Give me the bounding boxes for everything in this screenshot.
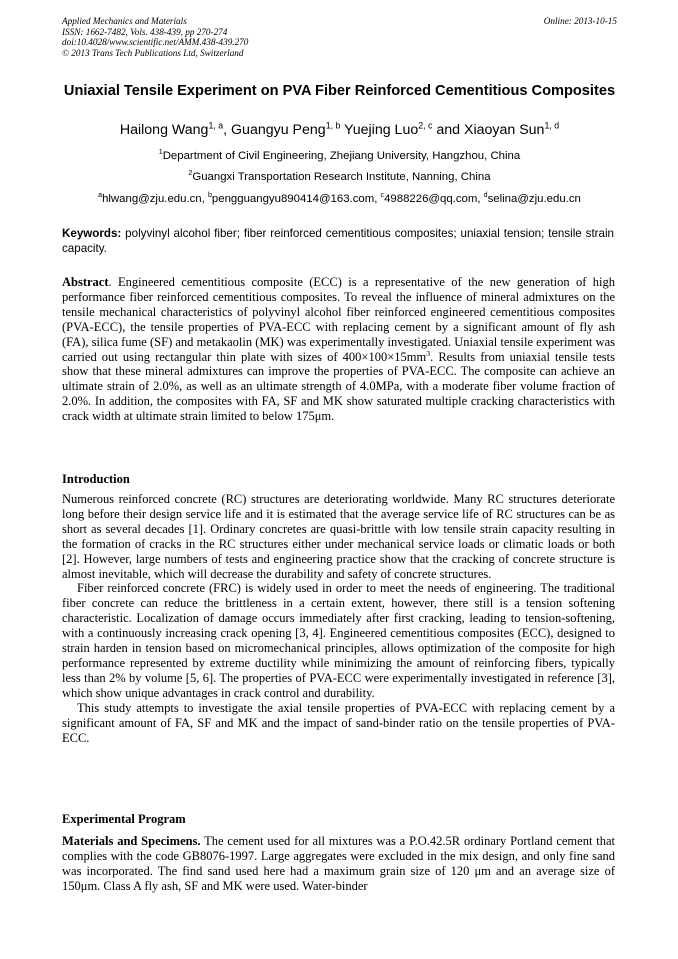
abstract-label: Abstract [62, 275, 109, 289]
journal-header [62, 16, 617, 58]
journal-name: Applied Mechanics and Materials [62, 16, 187, 26]
experimental-body: Materials and Specimens. The cement used for all mixtures was a P.O.42.5R ordinary Portland cement that complies with the code GB8076-1997. Large aggregates were excluded in the mix design, and only fine sand was incorporated. The find sand used here had a maximum grain size of 120 μm and an average size of 150μm. Class A fly ash, SF and MK were used. Water-binder [62, 834, 615, 893]
introduction-body [62, 492, 615, 745]
affiliation-2: $^2$Guangxi Transportation Research Institute, Nanning, China [188, 170, 491, 183]
copyright-line: © 2013 Trans Tech Publications Ltd, Switzerland [62, 47, 244, 58]
keywords [62, 226, 614, 256]
email-link: 4988226@qq.com, [384, 193, 484, 205]
author: Hailong Wang$^{1, a}$, [119, 120, 232, 138]
affiliation-1: $^1$Department of Civil Engineering, Zhejiang University, Hangzhou, China [158, 149, 521, 162]
issn-line: ISSN: 1662-7482, Vols. 438-439, pp 270-274 [62, 26, 228, 37]
section-heading-experimental: Experimental Program [62, 812, 186, 826]
author-list [62, 121, 617, 139]
author: Xiaoyan Sun$^{1, d}$ [463, 120, 560, 138]
online-date: Online: 2013-10-15 [543, 16, 617, 26]
abstract: Abstract. Engineered cementitious composite (ECC) is a representative of the new generation of high performance fiber reinforced cementitious composites. To reveal the influence of mineral admixtures on the tensile mechanical characteristics of polyvinyl alcohol fiber reinforced engineered cementitious composites (PVA-ECC), the tensile properties of PVA-ECC with replacing cement by a significant amount of fly ash (FA), silica fume (SF) and metakaolin (MK) was experimentally investigated. Uniaxial tensile experiment was carried out using rectangular thin plate with sizes of $400\times 100\times 15mm^3$. Results from uniaxial tensile tests show that these mineral admixtures can improve the properties of PVA-ECC. The composite can achieve an ultimate strain of 2.0%, as well as an ultimate strength of 4.0MPa, with a moderate fiber volume fraction of 2.0%. In addition, the composites with FA, SF and MK show saturated multiple cracking characteristics with crack width at ultimate strain limited to below 175μm. [62, 275, 615, 424]
subsection-label: Materials and Specimens. [62, 834, 201, 848]
section-heading-introduction: Introduction [62, 472, 130, 486]
keywords-label: Keywords: [62, 227, 122, 240]
email-link: hlwang@zju.edu.cn, [102, 193, 208, 205]
paragraph: Numerous reinforced concrete (RC) structures are deteriorating worldwide. Many RC structures deteriorate long before their design service life and it is estimated that the average service life of RC structures can be as short as several decades [1]. Ordinary concretes are quasi-brittle with low tensile strain capacity resulting in the formation of cracks in the RC structures either under mechanical service loads or climatic loads or both [2]. However, large numbers of tests and engineering practice show that the cracking of concrete structure is almost inevitable, which will decrease the durability and safety of concrete structures. [62, 492, 615, 581]
doi-line: doi:10.4028/www.scientific.net/AMM.438-439.270 [62, 37, 249, 48]
paragraph: This study attempts to investigate the axial tensile properties of PVA-ECC with replacing cement by a significant amount of FA, SF and MK and the impact of sand-binder ratio on the tensile properties of PVA-ECC. [62, 700, 615, 745]
paragraph: Fiber reinforced concrete (FRC) is widely used in order to meet the needs of engineering. The traditional fiber concrete can reduce the brittleness in a certain extent, however, there still is a tension softening characteristic. Localization of damage occurs immediately after first cracking, leading to tension-softening, with a continuously increasing crack opening [3, 4]. Engineered cementitious composites (ECC), designed to strain harden in tension based on micromechanical principles, allows optimization of the composite for high performance represented by extreme ductility while minimizing the amount of reinforcing fibers, typically less than 2% by volume [5, 6]. The properties of PVA-ECC were experimentally investigated in reference [3], which show unique advantages in crack control and durability. [62, 581, 615, 700]
email-link: selina@zju.edu.cn [487, 193, 581, 205]
paper-title: Uniaxial Tensile Experiment on PVA Fiber Reinforced Cementitious Composites [63, 83, 616, 99]
author: Guangyu Peng$^{1, b}$ [231, 120, 341, 138]
keywords-text: polyvinyl alcohol fiber; fiber reinforced cementitious composites; uniaxial tension; tensile strain capacity. [62, 227, 614, 255]
author: Yuejing Luo$^{2, c}$ and [344, 120, 464, 138]
email-list: $^a$hlwang@zju.edu.cn, $^b$pengguangyu890414@163.com, $^c$4988226@qq.com, $^d$selina@zju.edu.cn [98, 192, 581, 205]
email-link: pengguangyu890414@163.com, [211, 193, 381, 205]
